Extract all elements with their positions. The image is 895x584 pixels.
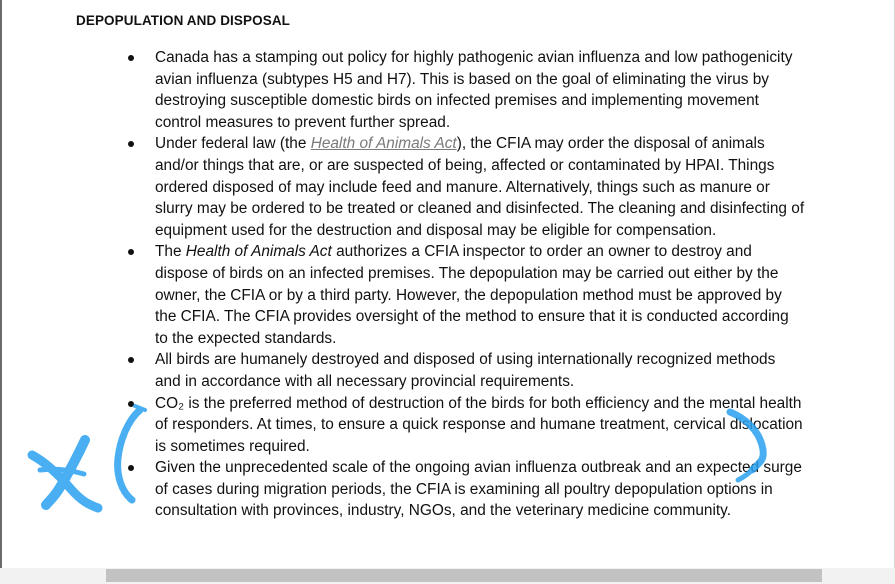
list-item-text-before: Under federal law (the bbox=[155, 135, 311, 153]
act-title-italic: Health of Animals Act bbox=[185, 243, 332, 261]
health-of-animals-act-link[interactable]: Health of Animals Act bbox=[310, 135, 457, 153]
list-item-text-before: The bbox=[155, 243, 186, 261]
list-item-text: Given the unprecedented scale of the ongoing avian influenza outbreak and an expected surge of cases during migration periods, the CFIA is examining all poultry depopulation options in consultation with provinces, industry, NGOs, and the veterinary medicine community. bbox=[155, 459, 802, 520]
horizontal-scrollbar-thumb[interactable] bbox=[106, 569, 822, 582]
list-item-text: Canada has a stamping out policy for highly pathogenic avian influenza and low pathogenicity avian influenza (subtypes H5 and H7). This is based on the goal of eliminating the virus by destroying susceptible domestic birds on infected premises and implementing movement control measures to prevent further spread. bbox=[155, 49, 793, 131]
list-item bbox=[155, 457, 805, 522]
bullet-icon bbox=[128, 141, 134, 147]
list-item bbox=[155, 241, 805, 349]
bullet-icon bbox=[128, 55, 134, 61]
bullet-icon bbox=[128, 465, 134, 471]
bullet-list bbox=[155, 47, 805, 522]
list-item bbox=[155, 47, 805, 133]
list-item-text-after: authorizes a CFIA inspector to order an owner to destroy and dispose of birds on an infected premises. The depopulation may be carried out either by the owner, the CFIA or by a third party. However, the depopulation method must be approved by the CFIA. The CFIA provides oversight of the method to ensure that it is conducted according to the expected standards. bbox=[155, 243, 789, 347]
list-item-text-after: ), the CFIA may order the disposal of animals and/or things that are, or are suspected of being, affected or contaminated by HPAI. Things ordered disposed of may include feed and manure. Alternatively, things such as manure or slurry may be ordered to be treated or cleaned and disinfected. The cleaning and disinfecting of equipment used for the destruction and disposal may be eligible for compensation. bbox=[155, 135, 805, 239]
bullet-icon bbox=[128, 249, 134, 255]
list-item-text: CO₂ is the preferred method of destruction of the birds for both efficiency and the mental health of responders. At times, to ensure a quick response and humane treatment, cervical dislocation is sometimes required. bbox=[155, 394, 803, 455]
list-item bbox=[155, 393, 805, 458]
section-heading: DEPOPULATION AND DISPOSAL bbox=[76, 13, 291, 28]
bullet-icon bbox=[128, 401, 134, 407]
list-item bbox=[155, 349, 805, 392]
bullet-icon bbox=[128, 357, 134, 363]
list-item bbox=[155, 133, 805, 241]
list-item-text: All birds are humanely destroyed and disposed of using internationally recognized methods and in accordance with all necessary provincial requirements. bbox=[155, 351, 776, 390]
